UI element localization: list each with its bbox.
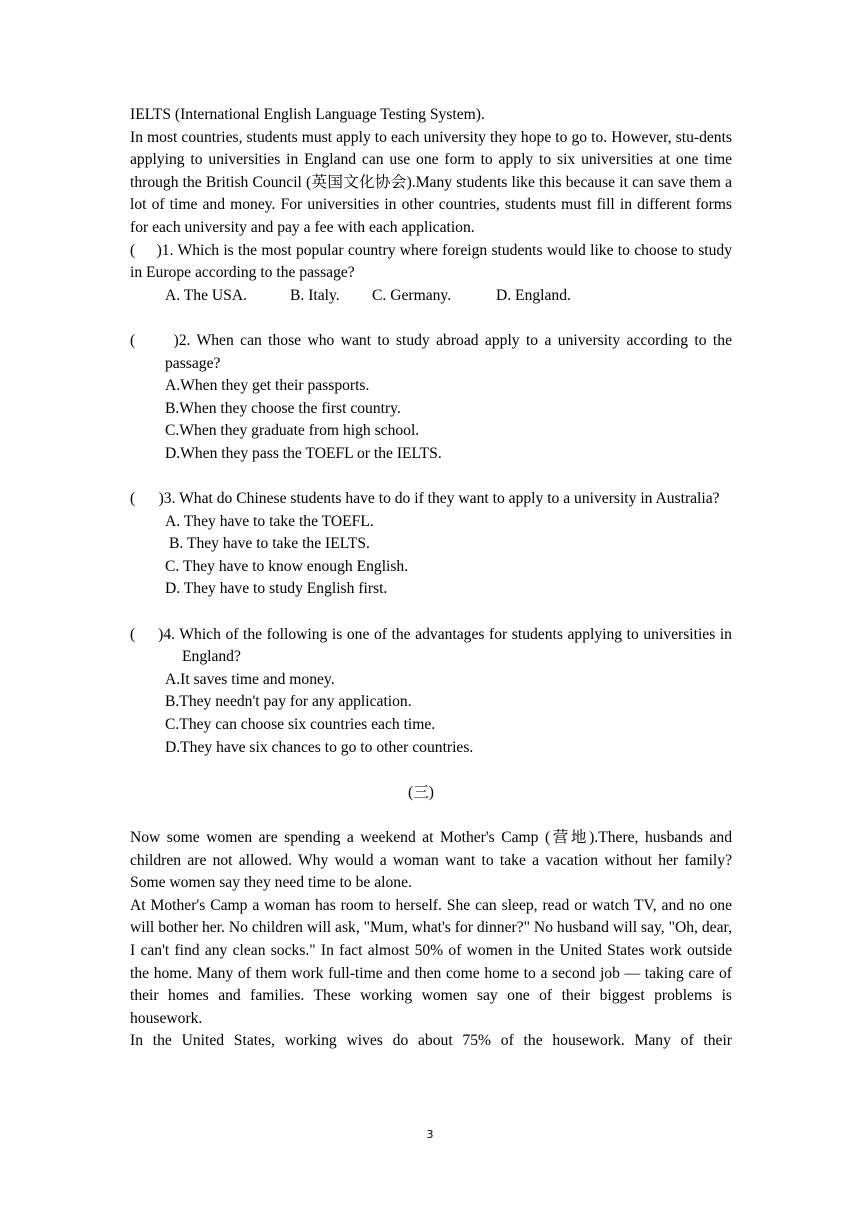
option-a: A.When they get their passports. xyxy=(165,377,370,395)
section-title: (三) xyxy=(408,783,434,801)
question-3 xyxy=(130,488,732,511)
answer-blank: ( ) xyxy=(130,331,179,349)
answer-blank: ( ) xyxy=(130,625,164,643)
option-d: D.When they pass the TOEFL or the IELTS. xyxy=(165,444,442,462)
passage-paragraph: In most countries, students must apply to each university they hope to go to. However, stu-dents applying to universities in England can use one form to apply to six universities at one time through the British Council (英国文化协会).Many students like this because it can save them a lot of time and money. For universities in other countries, students must fill in different forms for each university and pay a fee with each application. xyxy=(130,128,732,236)
option-b: B. They have to take the IELTS. xyxy=(169,535,370,553)
option-d: D. They have to study English first. xyxy=(165,580,388,598)
option-b: B.They needn't pay for any application. xyxy=(165,693,412,711)
question-stem: 1. Which is the most popular country where foreign students would like to choose to study in Europe according to the passage? xyxy=(130,241,732,282)
option-a: A.It saves time and money. xyxy=(165,670,335,688)
option-d: D. England. xyxy=(496,286,571,304)
question-stem: 2. When can those who want to study abroad apply to a university according to the passage? xyxy=(165,331,732,372)
option-d: D.They have six chances to go to other countries. xyxy=(165,738,474,756)
passage-2-paragraph-3: In the United States, working wives do about 75% of the housework. Many of their xyxy=(130,1032,732,1050)
question-4 xyxy=(130,624,732,669)
option-c: C.When they graduate from high school. xyxy=(165,422,420,440)
option-c: C. They have to know enough English. xyxy=(165,557,409,575)
option-b: B. Italy. xyxy=(290,286,340,304)
passage-2-paragraph-1: Now some women are spending a weekend at Mother's Camp (营地).There, husbands and children are not allowed. Why would a woman want to take a vacation without her family? Some women say they need time to be alone. xyxy=(130,829,732,892)
option-c: C.They can choose six countries each time. xyxy=(165,716,436,734)
question-stem: 3. What do Chinese students have to do if they want to apply to a university in Australia? xyxy=(163,490,720,508)
option-c: C. Germany. xyxy=(372,286,452,304)
question-2 xyxy=(130,330,732,375)
question-1 xyxy=(130,240,732,285)
passage-2-paragraph-2: At Mother's Camp a woman has room to herself. She can sleep, read or watch TV, and no one will bother her. No children will ask, "Mum, what's for dinner?" No husband will say, "Oh, dear, I can't find any clean socks." In fact almost 50% of women in the United States work outside the home. Many of them work full-time and then come home to a second job — taking care of their homes and families. These working women say one of their biggest problems is housework. xyxy=(130,896,732,1027)
answer-blank: ( ) xyxy=(130,241,162,259)
option-b: B.When they choose the first country. xyxy=(165,399,401,417)
document-body xyxy=(130,104,732,1053)
option-a: A. They have to take the TOEFL. xyxy=(165,512,374,530)
question-1-options xyxy=(165,285,732,308)
page-number: 3 xyxy=(426,1128,434,1141)
option-a: A. The USA. xyxy=(165,286,248,304)
ielts-line: IELTS (International English Language Testing System). xyxy=(130,106,485,123)
question-stem: 4. Which of the following is one of the advantages for students applying to universities in England? xyxy=(163,625,732,666)
answer-blank: ( ) xyxy=(130,490,164,508)
